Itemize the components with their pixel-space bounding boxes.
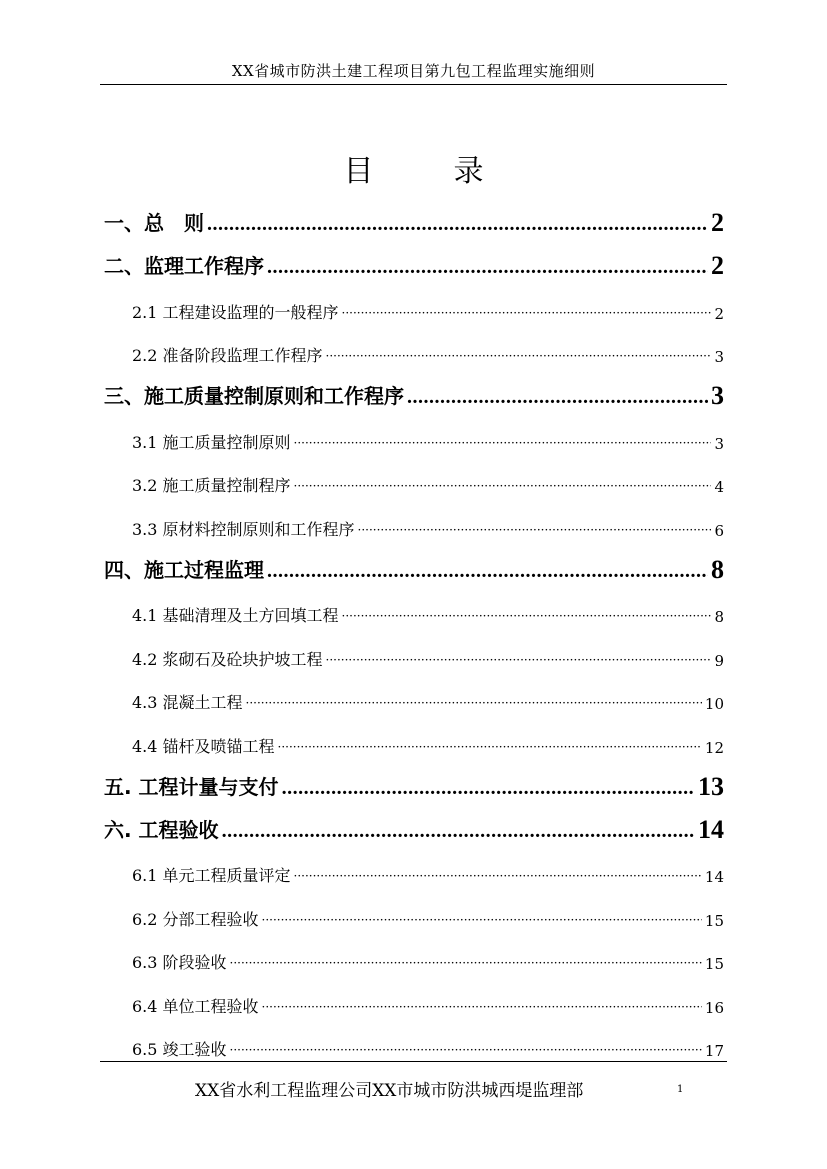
page-number: 1 xyxy=(677,1084,684,1095)
toc-leader-dots xyxy=(294,869,702,883)
toc-leader-dots xyxy=(230,956,702,970)
toc-entry-label: 4.1 基础清理及土方回填工程 xyxy=(132,606,339,625)
toc-entry-label: 六. 工程验收 xyxy=(104,817,219,842)
toc-leader-dots xyxy=(342,306,712,320)
toc-entry-label: 2.2 准备阶段监理工作程序 xyxy=(132,346,323,365)
toc-entry-page: 13 xyxy=(698,771,724,801)
toc-entry-page: 2 xyxy=(711,208,724,237)
toc-entry[interactable] xyxy=(104,366,724,409)
toc-leader-dots xyxy=(262,913,702,927)
toc-title-char-1: 目 xyxy=(343,154,374,189)
toc-subentry[interactable] xyxy=(104,453,724,497)
toc-subentry[interactable] xyxy=(104,583,724,627)
toc-entry-page: 8 xyxy=(711,554,724,584)
toc-subentry[interactable] xyxy=(104,626,724,670)
toc-leader-dots xyxy=(294,436,712,450)
toc-leader-dots xyxy=(222,820,695,843)
toc-entry-label: 一、总 则 xyxy=(104,211,204,235)
toc-entry-label: 4.4 锚杆及喷锚工程 xyxy=(132,736,275,756)
toc-entry[interactable] xyxy=(104,757,724,800)
toc-entry-page: 3 xyxy=(711,381,724,410)
toc-entry-label: 三、施工质量控制原则和工作程序 xyxy=(104,384,404,408)
toc-entry-label: 四、施工过程监理 xyxy=(104,557,264,582)
toc-leader-dots xyxy=(282,777,695,800)
toc-leader-dots xyxy=(342,609,712,623)
toc-subentry[interactable] xyxy=(104,323,724,367)
toc-entry-label: 3.3 原材料控制原则和工作程序 xyxy=(132,519,355,539)
toc-entry[interactable] xyxy=(104,800,724,843)
header-divider xyxy=(100,84,727,85)
toc-leader-dots xyxy=(326,349,712,363)
toc-entry-label: 五. 工程计量与支付 xyxy=(104,774,279,799)
toc-entry-page: 16 xyxy=(704,998,724,1017)
toc-entry-page: 9 xyxy=(714,651,724,670)
toc-entry-page: 6 xyxy=(714,521,724,540)
toc-subentry[interactable] xyxy=(104,1017,724,1061)
toc-entry[interactable] xyxy=(104,236,724,279)
toc-leader-dots xyxy=(358,523,712,537)
toc-entry-page: 4 xyxy=(714,478,724,496)
toc-leader-dots xyxy=(230,1043,702,1057)
toc-subentry[interactable] xyxy=(104,670,724,714)
toc-subentry[interactable] xyxy=(104,713,724,757)
toc-entry-label: 6.4 单位工程验收 xyxy=(132,996,259,1016)
toc-leader-dots xyxy=(246,696,702,710)
toc-entry-label: 6.1 单元工程质量评定 xyxy=(132,866,291,885)
toc-subentry[interactable] xyxy=(104,496,724,540)
footer-divider xyxy=(100,1061,727,1062)
toc-entry-page: 3 xyxy=(714,348,724,366)
toc-leader-dots xyxy=(278,740,702,754)
toc-leader-dots xyxy=(207,213,708,236)
toc-entry-label: 6.2 分部工程验收 xyxy=(132,909,259,929)
running-header: XX省城市防洪土建工程项目第九包工程监理实施细则 xyxy=(231,62,596,80)
toc-entry-page: 14 xyxy=(704,868,724,886)
toc-entry-label: 3.2 施工质量控制程序 xyxy=(132,476,291,495)
toc-subentry[interactable] xyxy=(104,973,724,1017)
toc-entry[interactable] xyxy=(104,193,724,236)
running-footer: XX省水利工程监理公司XX市城市防洪城西堤监理部 xyxy=(195,1081,584,1101)
toc-leader-dots xyxy=(267,560,708,583)
toc-entry-label: 二、监理工作程序 xyxy=(104,254,264,278)
toc-subentry[interactable] xyxy=(104,843,724,887)
toc-entry-page: 15 xyxy=(704,911,724,930)
toc-entry-page: 3 xyxy=(714,434,724,453)
toc-entry-label: 3.1 施工质量控制原则 xyxy=(132,432,291,452)
toc-title xyxy=(0,146,827,190)
toc-entry-label: 4.3 混凝土工程 xyxy=(132,693,243,712)
toc-entry-label: 6.5 竣工验收 xyxy=(132,1040,227,1059)
toc-entry-page: 2 xyxy=(714,304,724,323)
toc-subentry[interactable] xyxy=(104,409,724,453)
toc-leader-dots xyxy=(407,386,708,409)
toc-leader-dots xyxy=(262,1000,702,1014)
toc-leader-dots xyxy=(294,479,712,493)
toc-entry-page: 14 xyxy=(698,814,724,844)
toc-entry[interactable] xyxy=(104,540,724,583)
toc-subentry[interactable] xyxy=(104,279,724,323)
table-of-contents xyxy=(104,193,724,1060)
toc-entry-page: 12 xyxy=(704,738,724,757)
toc-entry-label: 2.1 工程建设监理的一般程序 xyxy=(132,302,339,322)
toc-entry-page: 2 xyxy=(711,251,724,280)
toc-leader-dots xyxy=(326,653,712,667)
toc-subentry[interactable] xyxy=(104,886,724,930)
toc-entry-page: 17 xyxy=(704,1042,724,1060)
toc-entry-label: 6.3 阶段验收 xyxy=(132,953,227,972)
toc-entry-page: 10 xyxy=(704,695,724,713)
toc-title-char-2: 录 xyxy=(453,154,484,189)
toc-entry-label: 4.2 浆砌石及砼块护坡工程 xyxy=(132,649,323,669)
toc-leader-dots xyxy=(267,256,708,279)
toc-entry-page: 8 xyxy=(714,608,724,626)
toc-subentry[interactable] xyxy=(104,930,724,974)
toc-entry-page: 15 xyxy=(704,955,724,973)
